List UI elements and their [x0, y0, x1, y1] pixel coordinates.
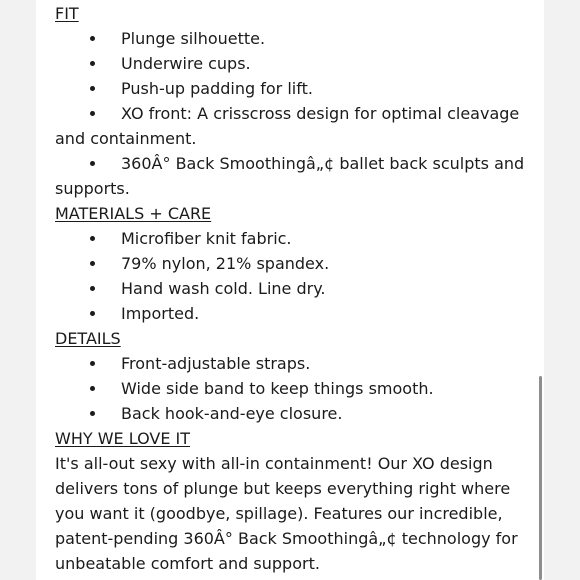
section-heading-details[interactable]: DETAILS: [55, 329, 121, 348]
list-item: [55, 276, 525, 301]
section-heading-fit[interactable]: FIT: [55, 4, 79, 23]
list-item-text: 79% nylon, 21% spandex.: [121, 254, 330, 273]
list-item-text: Hand wash cold. Line dry.: [121, 279, 326, 298]
product-description: [55, 0, 525, 576]
list-item-text: Microfiber knit fabric.: [121, 229, 292, 248]
list-item: [55, 226, 525, 251]
materials-list: [55, 226, 525, 326]
right-gutter: [544, 0, 580, 580]
bullet-icon: [90, 86, 95, 91]
list-item-text: Front-adjustable straps.: [121, 354, 311, 373]
fit-list: [55, 26, 525, 201]
bullet-icon: [90, 236, 95, 241]
list-item: [55, 51, 525, 76]
section-heading-materials-care[interactable]: MATERIALS + CARE: [55, 204, 212, 223]
list-item: [55, 351, 525, 376]
list-item: [55, 76, 525, 101]
scrollbar-thumb[interactable]: [539, 376, 542, 580]
list-item-text: Underwire cups.: [121, 54, 251, 73]
list-item-text: Push-up padding for lift.: [121, 79, 313, 98]
list-item: [55, 151, 525, 201]
list-item-text: Wide side band to keep things smooth.: [121, 379, 434, 398]
list-item: [55, 101, 525, 151]
section-materials-header: [55, 201, 525, 226]
list-item: [55, 26, 525, 51]
bullet-icon: [90, 411, 95, 416]
bullet-icon: [90, 36, 95, 41]
section-fit-header: [55, 1, 525, 26]
list-item-text: XO front: A crisscross design for optimal cleavage and containment.: [55, 104, 520, 148]
left-gutter: [0, 0, 36, 580]
list-item: [55, 401, 525, 426]
section-why-header: [55, 426, 525, 451]
bullet-icon: [90, 386, 95, 391]
bullet-icon: [90, 286, 95, 291]
details-list: [55, 351, 525, 426]
list-item: [55, 301, 525, 326]
section-heading-why-we-love-it[interactable]: WHY WE LOVE IT: [55, 429, 191, 448]
bullet-icon: [90, 311, 95, 316]
why-we-love-it-paragraph: It's all-out sexy with all-in containment! Our XO design delivers tons of plunge but keeps everything right where you want it (goodbye, spillage). Features our incredible, patent-pending 360Â° Back Smoothingâ„¢ technology for unbeatable comfort and support.: [55, 454, 518, 573]
bullet-icon: [90, 361, 95, 366]
list-item-text: Plunge silhouette.: [121, 29, 266, 48]
list-item-text: Back hook-and-eye closure.: [121, 404, 343, 423]
list-item-text: 360Â° Back Smoothingâ„¢ ballet back sculpts and supports.: [55, 154, 525, 198]
list-item: [55, 376, 525, 401]
bullet-icon: [90, 161, 95, 166]
bullet-icon: [90, 61, 95, 66]
bullet-icon: [90, 261, 95, 266]
list-item-text: Imported.: [121, 304, 200, 323]
section-details-header: [55, 326, 525, 351]
bullet-icon: [90, 111, 95, 116]
list-item: [55, 251, 525, 276]
